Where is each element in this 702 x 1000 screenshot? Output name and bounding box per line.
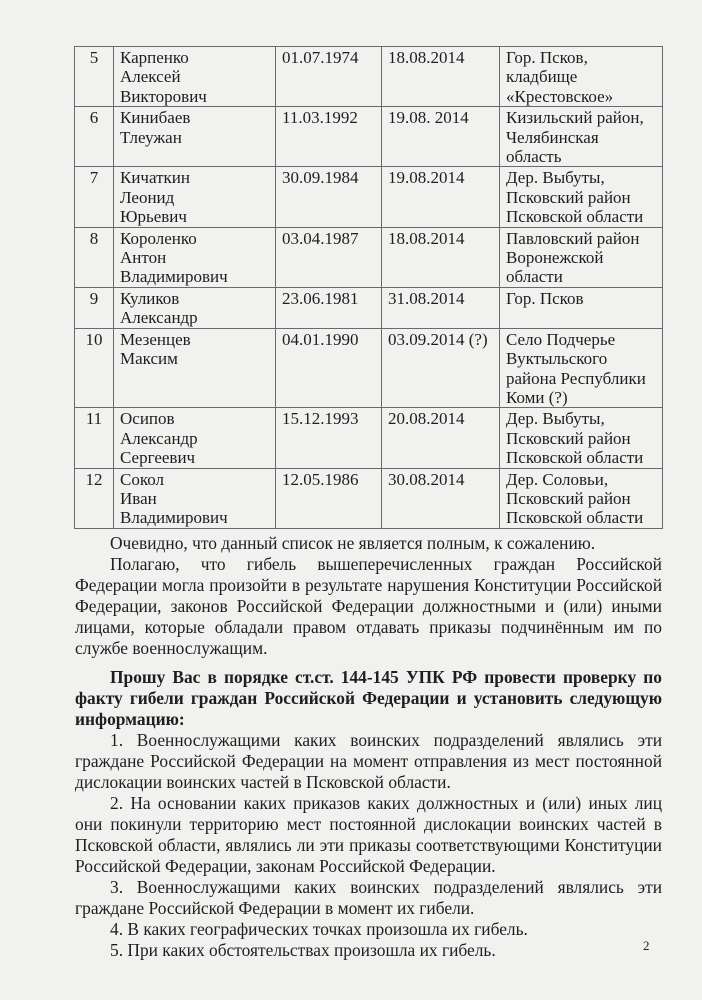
cell-line: Александр bbox=[120, 308, 198, 328]
cell-line: Владимирович bbox=[120, 267, 228, 287]
cell-text: 18.08.2014 bbox=[388, 48, 465, 67]
death-date-cell bbox=[382, 287, 500, 328]
request-item-4: 4. В каких географических точках произошла их гибель. bbox=[110, 919, 528, 939]
birth-date-cell bbox=[276, 468, 382, 528]
death-date-cell bbox=[382, 167, 500, 227]
burial-place-cell bbox=[500, 167, 663, 227]
burial-place-cell bbox=[500, 408, 663, 468]
cell-line: Воронежской bbox=[506, 248, 604, 268]
cell-line: Тлеужан bbox=[120, 127, 182, 147]
cell-text: 31.08.2014 bbox=[388, 288, 465, 308]
cell-line: Псковский район bbox=[506, 187, 631, 207]
birth-date-cell bbox=[276, 107, 382, 167]
cell-text: 11 bbox=[85, 409, 103, 429]
table-row bbox=[75, 227, 663, 287]
full-name-cell bbox=[114, 328, 276, 408]
table-row bbox=[75, 468, 663, 528]
request-item-1: 1. Военнослужащими каких воинских подразделений являлись эти граждане Российской Федерации на момент отправления из мест постоянной дислокации воинских частей в Псковской области. bbox=[75, 730, 662, 792]
cell-text: 5 bbox=[89, 48, 99, 67]
cell-line: Алексей bbox=[120, 67, 181, 87]
victims-table bbox=[74, 46, 663, 529]
cell-line: Коми (?) bbox=[506, 387, 568, 407]
cell-text: 01.07.1974 bbox=[282, 48, 359, 67]
row-number-cell bbox=[75, 287, 114, 328]
cell-line: Псковский район bbox=[506, 428, 631, 448]
cell-line: Иван bbox=[120, 488, 157, 508]
cell-text: 20.08.2014 bbox=[388, 409, 465, 429]
full-name-cell bbox=[114, 468, 276, 528]
cell-line: Вуктыльского bbox=[506, 349, 608, 369]
table-row bbox=[75, 107, 663, 167]
birth-date-cell bbox=[276, 227, 382, 287]
request-block bbox=[75, 667, 662, 961]
death-date-cell bbox=[382, 408, 500, 468]
cell-line: Дер. Выбуты, bbox=[506, 168, 605, 188]
death-date-cell bbox=[382, 328, 500, 408]
full-name-cell bbox=[114, 408, 276, 468]
cell-line: Псковской области bbox=[506, 207, 644, 227]
full-name-cell bbox=[114, 47, 276, 107]
death-date-cell bbox=[382, 47, 500, 107]
cell-text: 6 bbox=[89, 108, 99, 128]
cell-line: Антон bbox=[120, 248, 167, 268]
cell-line: Максим bbox=[120, 349, 178, 369]
table-row bbox=[75, 47, 663, 107]
birth-date-cell bbox=[276, 328, 382, 408]
cell-line: Мезенцев bbox=[120, 329, 191, 349]
request-heading: Прошу Вас в порядке ст.ст. 144-145 УПК РФ провести проверку по факту гибели граждан Российской Федерации и установить следующую информацию: bbox=[75, 667, 662, 729]
cell-text: 19.08.2014 bbox=[388, 168, 465, 188]
birth-date-cell bbox=[276, 408, 382, 468]
cell-line: «Крестовское» bbox=[506, 86, 614, 106]
burial-place-cell bbox=[500, 107, 663, 167]
row-number-cell bbox=[75, 468, 114, 528]
cell-line: Псковской области bbox=[506, 508, 644, 528]
cell-text: 7 bbox=[89, 168, 99, 188]
row-number-cell bbox=[75, 47, 114, 107]
death-date-cell bbox=[382, 107, 500, 167]
request-item-2: 2. На основании каких приказов каких должностных и (или) иных лиц они покинули территорию мест постоянной дислокации воинских частей в Псковской области, являлись ли эти приказы соответствующими Конституции Российской Федерации, законам Российской Федерации. bbox=[75, 793, 662, 876]
table-row bbox=[75, 408, 663, 468]
cell-line: Юрьевич bbox=[120, 207, 187, 227]
cell-line: Короленко bbox=[120, 228, 197, 248]
burial-place-cell bbox=[500, 468, 663, 528]
cell-text: 15.12.1993 bbox=[282, 409, 359, 429]
cell-line: Куликов bbox=[120, 288, 180, 308]
cell-line: область bbox=[506, 147, 562, 167]
cell-text: 19.08. 2014 bbox=[388, 108, 469, 128]
cell-text: 04.01.1990 bbox=[282, 329, 359, 349]
cell-line: Викторович bbox=[120, 86, 207, 106]
paragraph-assumption: Полагаю, что гибель вышеперечисленных граждан Российской Федерации могла произойти в результате нарушения Конституции Российской Федерации, законов Российской Федерации должностными и (или) иными лицами, которые обладали правом отдавать приказы подчинённым им по службе военнослужащим. bbox=[75, 554, 662, 658]
cell-line: Дер. Выбуты, bbox=[506, 409, 605, 429]
cell-line: Псковский район bbox=[506, 488, 631, 508]
row-number-cell bbox=[75, 328, 114, 408]
cell-line: Карпенко bbox=[120, 48, 189, 67]
full-name-cell bbox=[114, 167, 276, 227]
cell-text: 18.08.2014 bbox=[388, 228, 465, 248]
cell-line: Сергеевич bbox=[120, 448, 196, 468]
row-number-cell bbox=[75, 408, 114, 468]
cell-text: 12 bbox=[85, 469, 103, 489]
cell-line: района Республики bbox=[506, 368, 646, 388]
burial-place-cell bbox=[500, 328, 663, 408]
cell-line: Кинибаев bbox=[120, 108, 191, 128]
cell-text: 9 bbox=[89, 288, 99, 308]
cell-line: Леонид bbox=[120, 187, 175, 207]
cell-line: Павловский район bbox=[506, 228, 640, 248]
cell-line: Александр bbox=[120, 428, 198, 448]
death-date-cell bbox=[382, 227, 500, 287]
table-row bbox=[75, 287, 663, 328]
body-text bbox=[75, 533, 662, 659]
cell-text: 03.09.2014 (?) bbox=[388, 329, 488, 349]
row-number-cell bbox=[75, 107, 114, 167]
cell-line: Дер. Соловьи, bbox=[506, 469, 609, 489]
full-name-cell bbox=[114, 287, 276, 328]
row-number-cell bbox=[75, 227, 114, 287]
full-name-cell bbox=[114, 227, 276, 287]
request-item-3: 3. Военнослужащими каких воинских подразделений являлись эти граждане Российской Федерации в момент их гибели. bbox=[75, 877, 662, 918]
cell-line: Гор. Псков, bbox=[506, 48, 588, 67]
birth-date-cell bbox=[276, 167, 382, 227]
cell-line: Село Подчерье bbox=[506, 329, 616, 349]
cell-text: 10 bbox=[85, 329, 103, 349]
cell-line: области bbox=[506, 267, 563, 287]
cell-line: Осипов bbox=[120, 409, 175, 429]
burial-place-cell bbox=[500, 227, 663, 287]
cell-line: Владимирович bbox=[120, 508, 228, 528]
paragraph-list-incomplete: Очевидно, что данный список не является полным, к сожалению. bbox=[110, 533, 596, 553]
cell-text: 8 bbox=[89, 228, 99, 248]
cell-text: 03.04.1987 bbox=[282, 228, 359, 248]
cell-line: Челябинская bbox=[506, 127, 599, 147]
cell-text: 23.06.1981 bbox=[282, 288, 359, 308]
cell-text: 30.08.2014 bbox=[388, 469, 465, 489]
row-number-cell bbox=[75, 167, 114, 227]
table-row bbox=[75, 167, 663, 227]
burial-place-cell bbox=[500, 287, 663, 328]
cell-line: кладбище bbox=[506, 67, 578, 87]
cell-line: Кизильский район, bbox=[506, 108, 644, 128]
cell-line: Псковской области bbox=[506, 448, 644, 468]
cell-line: Сокол bbox=[120, 469, 164, 489]
birth-date-cell bbox=[276, 287, 382, 328]
birth-date-cell bbox=[276, 47, 382, 107]
table-row bbox=[75, 328, 663, 408]
cell-text: 12.05.1986 bbox=[282, 469, 359, 489]
page-number: 2 bbox=[643, 938, 650, 953]
cell-line: Кичаткин bbox=[120, 168, 190, 188]
cell-text: 30.09.1984 bbox=[282, 168, 359, 188]
full-name-cell bbox=[114, 107, 276, 167]
death-date-cell bbox=[382, 468, 500, 528]
cell-line: Гор. Псков bbox=[506, 288, 584, 308]
request-item-5: 5. При каких обстоятельствах произошла их гибель. bbox=[110, 940, 496, 960]
burial-place-cell bbox=[500, 47, 663, 107]
cell-text: 11.03.1992 bbox=[282, 108, 358, 128]
